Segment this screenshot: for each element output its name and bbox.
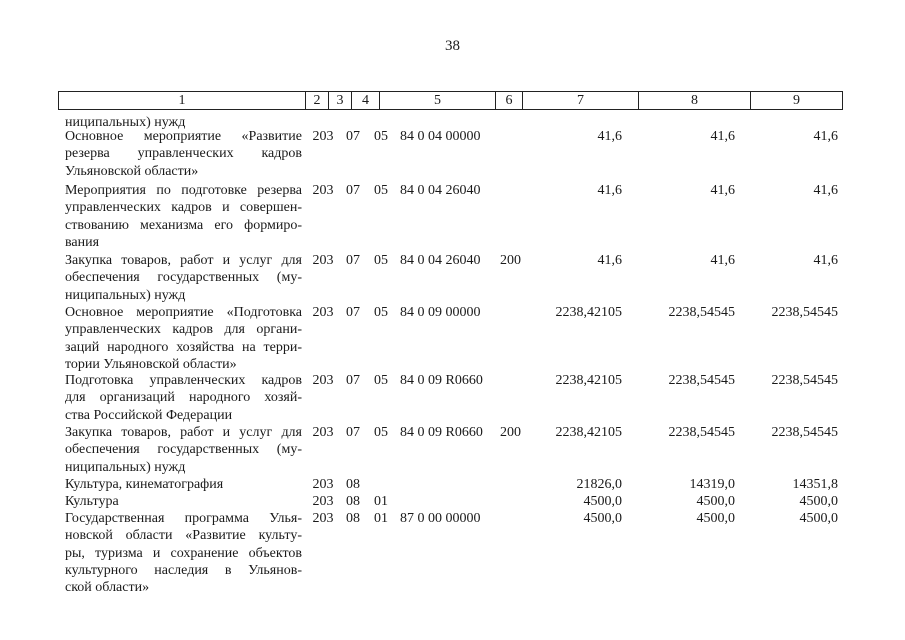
row-name [65,182,302,251]
amount-col-7: 2238,42105 [555,373,622,388]
row-name [65,510,302,596]
row-name [65,304,302,373]
code-expense-type: 200 [500,425,521,440]
code-section: 07 [346,183,360,198]
row-name-line: Закупка товаров, работ и услуг для [65,425,302,440]
code-section: 07 [346,425,360,440]
code-target-article: 84 0 09 R0660 [400,373,483,388]
amount-col-9: 2238,54545 [771,425,838,440]
amount-col-8: 2238,54545 [668,425,735,440]
row-name-line: управленческих кадров и совершен- [65,200,302,216]
row-name-line: ской области» [65,580,150,596]
amount-col-9: 2238,54545 [771,305,838,320]
amount-col-7: 4500,0 [583,494,622,509]
row-name-line: Мероприятия по подготовке резерва [65,183,302,198]
code-expense-type: 200 [500,253,521,268]
row-name-line: ниципальных) нужд [65,115,186,130]
row-name-line: ства Российской Федерации [65,407,233,423]
amount-col-7: 4500,0 [583,511,622,526]
row-name-line: управленческих кадров для органи- [65,322,302,338]
code-target-article: 84 0 04 26040 [400,183,481,198]
amount-col-8: 14319,0 [689,477,735,492]
row-name-line: вания [65,234,100,250]
code-ved: 203 [312,477,334,492]
code-ved: 203 [312,494,334,509]
code-subsection: 05 [374,305,388,320]
code-section: 07 [346,305,360,320]
header-col-7: 7 [522,92,638,109]
row-name [65,424,302,476]
code-section: 08 [346,494,360,509]
code-subsection: 05 [374,129,388,144]
code-ved: 203 [312,129,334,144]
code-target-article: 84 0 09 00000 [400,305,481,320]
code-ved: 203 [312,373,334,388]
amount-col-7: 21826,0 [576,477,622,492]
row-name-line: Закупка товаров, работ и услуг для [65,253,302,268]
code-subsection: 05 [374,425,388,440]
amount-col-8: 41,6 [710,183,735,198]
code-ved: 203 [312,511,334,526]
row-name-line: ниципальных) нужд [65,287,186,303]
amount-col-7: 41,6 [597,253,622,268]
row-name-line: Основное мероприятие «Развитие [65,129,302,144]
amount-col-9: 4500,0 [799,511,838,526]
code-ved: 203 [312,183,334,198]
header-col-2: 2 [305,92,328,109]
code-section: 08 [346,477,360,492]
row-name-line: культурного наследия в Ульянов- [65,562,302,578]
row-name [65,476,302,493]
row-name-line: ствованию механизма его формиро- [65,217,302,233]
row-name-line: Государственная программа Улья- [65,511,302,526]
code-section: 08 [346,511,360,526]
header-col-5: 5 [379,92,495,109]
code-target-article: 87 0 00 00000 [400,511,481,526]
code-ved: 203 [312,425,334,440]
row-name-line: ниципальных) нужд [65,459,186,475]
code-subsection: 01 [374,494,388,509]
header-col-3: 3 [328,92,351,109]
row-name-line: обеспечения государственных (му- [65,442,302,458]
amount-col-7: 2238,42105 [555,305,622,320]
row-name-line: Подготовка управленческих кадров [65,373,302,388]
amount-col-9: 4500,0 [799,494,838,509]
row-name-line: тории Ульяновской области» [65,356,237,372]
row-name-line: Ульяновской области» [65,163,199,179]
code-section: 07 [346,373,360,388]
code-subsection: 01 [374,511,388,526]
row-name-line: заций народного хозяйства на терри- [65,339,302,355]
table-header [58,91,843,110]
amount-col-8: 41,6 [710,129,735,144]
header-col-6: 6 [495,92,522,109]
header-col-1: 1 [178,93,186,108]
page-number: 38 [445,38,460,54]
code-subsection: 05 [374,253,388,268]
row-name-line: Культура [65,494,119,509]
row-name-line: резерва управленческих кадров [65,146,302,162]
amount-col-9: 14351,8 [792,477,838,492]
amount-col-9: 41,6 [813,183,838,198]
code-ved: 203 [312,305,334,320]
row-name-line: обеспечения государственных (му- [65,270,302,286]
row-name-line: Культура, кинематография [65,477,224,492]
amount-col-8: 41,6 [710,253,735,268]
row-name-line: новской области «Развитие культу- [65,528,302,544]
row-name [65,252,302,304]
amount-col-8: 2238,54545 [668,373,735,388]
row-name-line: для организаций народного хозяй- [65,390,302,406]
header-col-8: 8 [638,92,750,109]
amount-col-7: 41,6 [597,183,622,198]
header-col-9: 9 [750,92,842,109]
code-target-article: 84 0 04 26040 [400,253,481,268]
amount-col-7: 41,6 [597,129,622,144]
amount-col-9: 41,6 [813,129,838,144]
amount-col-8: 2238,54545 [668,305,735,320]
amount-col-8: 4500,0 [696,494,735,509]
row-name [65,372,302,424]
row-name [65,128,302,180]
row-name-line: Основное мероприятие «Подготовка [65,305,302,320]
code-subsection: 05 [374,183,388,198]
code-target-article: 84 0 04 00000 [400,129,481,144]
amount-col-9: 41,6 [813,253,838,268]
amount-col-7: 2238,42105 [555,425,622,440]
row-name [65,493,302,510]
code-ved: 203 [312,253,334,268]
amount-col-8: 4500,0 [696,511,735,526]
header-col-4: 4 [351,92,379,109]
code-section: 07 [346,129,360,144]
code-section: 07 [346,253,360,268]
code-subsection: 05 [374,373,388,388]
amount-col-9: 2238,54545 [771,373,838,388]
row-name-line: ры, туризма и сохранение объектов [65,545,302,561]
code-target-article: 84 0 09 R0660 [400,425,483,440]
